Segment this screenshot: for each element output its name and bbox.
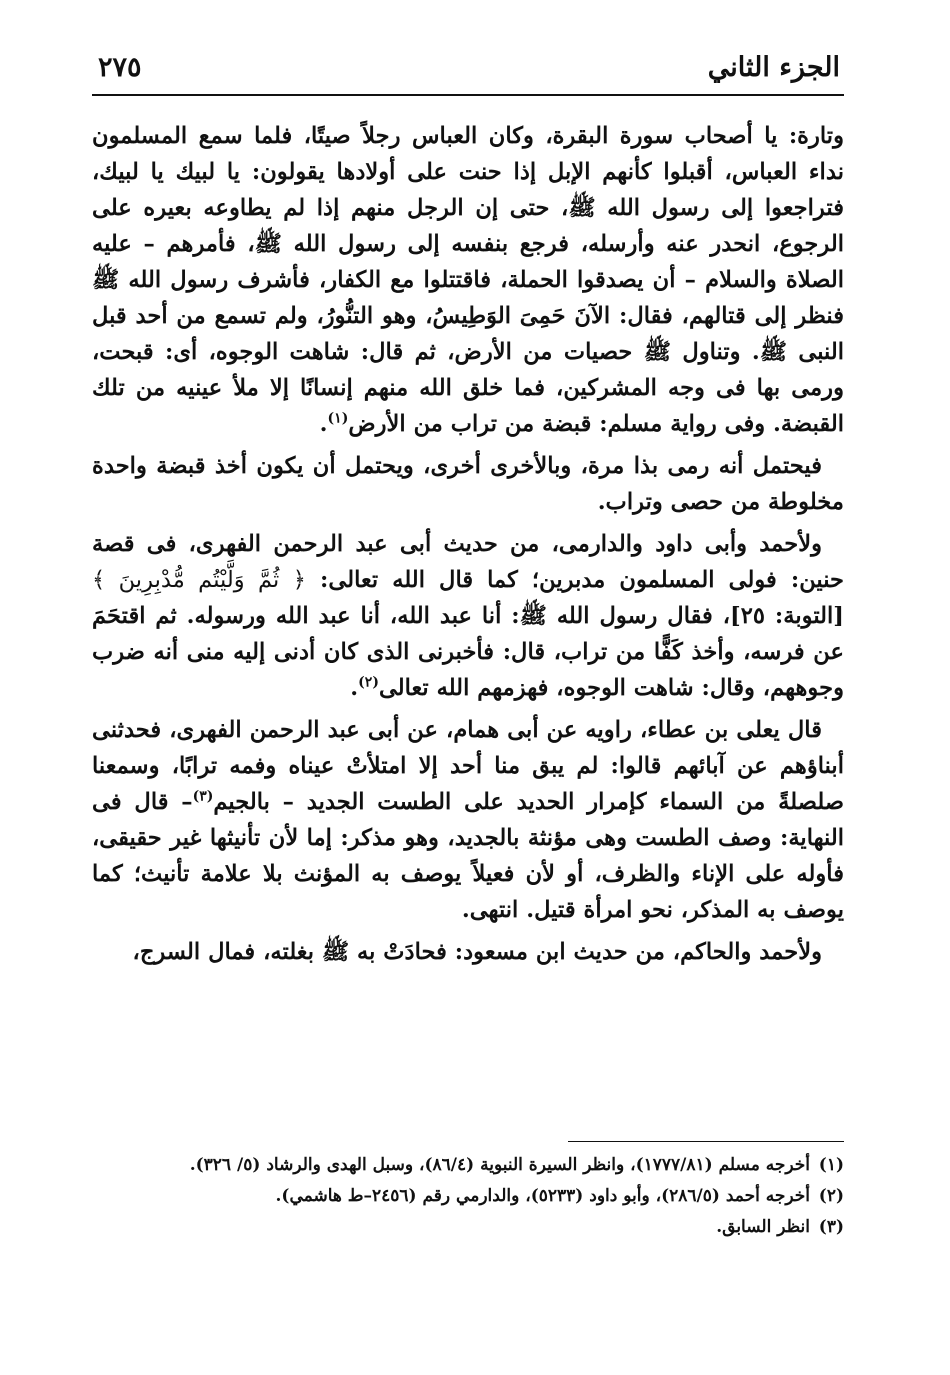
paragraph-4-text-b: – قال فى النهاية: وصف الطست وهى مؤنثة بالجديد، وهو مذكر: إما لأن تأنيثها غير حقيقى، فأوله على الإناء والظرف، أو لأن فعيلاً يوصف به المؤنث بلا علامة تأنيث؛ كما يوصف به المذكر، نحو امرأة قتيل. انتهى. bbox=[92, 789, 844, 923]
paragraph-4-text-a: قال يعلى بن عطاء، راويه عن أبى همام، عن أبى عبد الرحمن الفهرى، فحدثنى أبناؤهم عن آبائهم قالوا: لم يبق منا أحد إلا امتلأتْ عيناه وفمه ترابًا، وسمعنا صلصلةً من السماء كإمرار الحديد على الطست الجديد – بالجيم bbox=[92, 717, 845, 815]
footnote-ref-1: (١) bbox=[327, 410, 349, 427]
footnote-divider bbox=[568, 1141, 844, 1142]
footnote-2-number: (٢) bbox=[818, 1186, 844, 1206]
paragraph-2: فيحتمل أنه رمى بذا مرة، وبالأخرى أخرى، ويحتمل أن يكون أخذ قبضة واحدة مخلوطة من حصى وتراب. bbox=[92, 453, 844, 515]
paragraph-3-text-b: [التوبة: ٢٥]، فقال رسول الله ﷺ: أنا عبد الله، أنا عبد الله ورسوله. ثم اقتحَمَ عن فرسه، وأخذ كَفًّا من تراب، قال: فأخبرنى الذى كان أدنى إليه منى أنه ضرب وجوههم، وقال: شاهت الوجوه، فهزمهم الله تعالى bbox=[92, 603, 845, 701]
footnote-2 bbox=[92, 1181, 844, 1212]
footnotes bbox=[92, 1150, 844, 1243]
paragraph-5: ولأحمد والحاكم، من حديث ابن مسعود: فحادَتْ به ﷺ بغلته، فمال السرج، bbox=[132, 939, 822, 965]
paragraph-3-text-a: ولأحمد وأبى داود والدارمى، من حديث أبى عبد الرحمن الفهرى، فى قصة حنين: فولى المسلمون مدبرين؛ كما قال الله تعالى: bbox=[92, 531, 844, 593]
quran-verse: ﴿ ثُمَّ وَلَّيْتُم مُّدْبِرِينَ ﴾ bbox=[92, 567, 306, 593]
footnote-2-text: أخرجه أحمد (٢٨٦/٥)، وأبو داود (٥٢٣٣)، والدارمي رقم (٢٤٥٦–ط هاشمي). bbox=[275, 1186, 810, 1206]
footnote-3-text: انظر السابق. bbox=[716, 1217, 810, 1237]
footnote-3 bbox=[92, 1212, 844, 1243]
page-number: ٢٧٥ bbox=[98, 52, 142, 83]
footnote-1-number: (١) bbox=[818, 1155, 844, 1175]
paragraph-4 bbox=[92, 712, 844, 928]
footnote-ref-2: (٢) bbox=[358, 674, 379, 691]
footnote-1 bbox=[92, 1150, 844, 1181]
footnote-ref-3: (٣) bbox=[192, 788, 214, 805]
footnote-3-number: (٣) bbox=[818, 1217, 844, 1237]
paragraph-3 bbox=[92, 526, 844, 706]
paragraph-1-text: وتارة: يا أصحاب سورة البقرة، وكان العباس رجلاً صيتًا، فلما سمع المسلمون نداء العباس، أقبلوا كأنهم الإبل إذا حنت على أولادها يقولون: يا لبيك يا لبيك، فتراجعوا إلى رسول الله ﷺ، حتى إن الرجل منهم إذا لم يطاوعه بعيره على الرجوع، انحدر عنه وأرسله، فرجع بنفسه إلى رسول الله ﷺ، فأمرهم – عليه الصلاة والسلام – أن يصدقوا الحملة، فاقتتلوا مع الكفار، فأشرف رسول الله ﷺ فنظر إلى قتالهم، فقال: الآنَ حَمِىَ الوَطِيسُ، وهو التنُّورُ، ولم تسمع من أحد قبل النبى ﷺ. وتناول ﷺ حصيات من الأرض، ثم قال: شاهت الوجوه، أى: قبحت، ورمى بها فى وجه المشركين، فما خلق الله منهم إنسانًا إلا ملأ عينيه من تلك القبضة. وفى رواية مسلم: قبضة من تراب من الأرض bbox=[92, 123, 844, 437]
footnote-1-text: أخرجه مسلم (١٧٧٧/٨١)، وانظر السيرة النبوية (٨٦/٤)، وسبل الهدى والرشاد (٥/ ٣٢٦). bbox=[189, 1155, 810, 1175]
page-header bbox=[92, 48, 844, 96]
running-title: الجزء الثاني bbox=[707, 52, 840, 83]
paragraph-1 bbox=[92, 118, 844, 442]
paragraph-1-end: . bbox=[319, 411, 328, 437]
main-text bbox=[92, 118, 844, 976]
paragraph-3-end: . bbox=[350, 675, 359, 701]
